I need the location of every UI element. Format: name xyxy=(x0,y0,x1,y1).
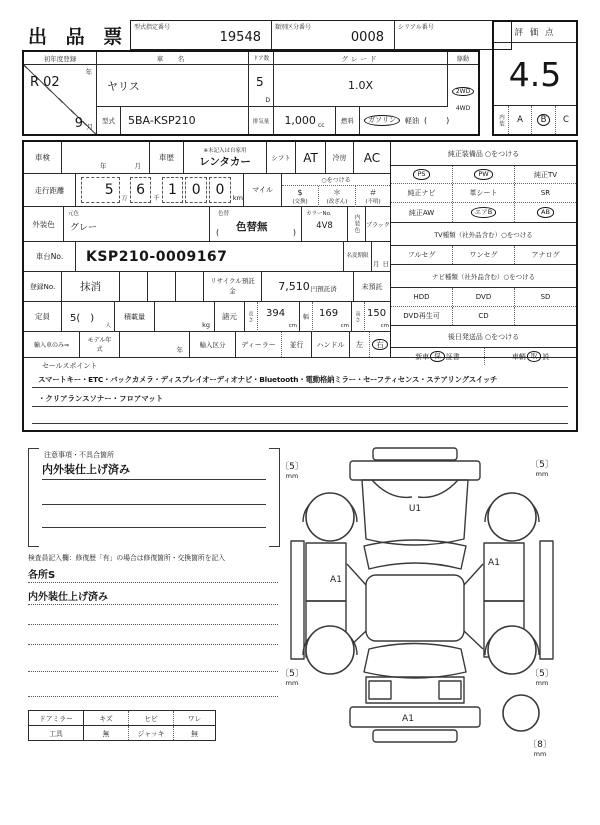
front-bumper xyxy=(350,461,480,480)
tv-type-row xyxy=(391,246,576,265)
notes-line-3 xyxy=(42,510,266,528)
model-code-cell xyxy=(121,107,249,134)
capacity-unit: 人 xyxy=(105,323,111,329)
tire-depth-front-left xyxy=(277,459,307,480)
table-row xyxy=(29,726,215,740)
odometer-cell xyxy=(76,174,244,207)
front-plate xyxy=(373,448,457,460)
history-cell xyxy=(184,142,267,174)
recycle-deposit-cell xyxy=(262,272,354,302)
doors-count: 5 xyxy=(256,75,264,89)
chassis-number-label: 車台No. xyxy=(24,242,76,272)
odometer-digit: 6 xyxy=(130,177,152,203)
flag-label: (交換) xyxy=(292,198,308,205)
displacement-value: 1,000 xyxy=(284,114,316,127)
tools-none: 無 xyxy=(84,726,129,740)
shaken-year-suffix: 年 xyxy=(100,162,107,170)
bracket: 〔 xyxy=(280,669,290,679)
flag-mark: ＃ xyxy=(369,187,377,197)
inspector-header: 検査員記入欄：修復歴「有」の場合は修復箇所・交換箇所を記入 xyxy=(28,554,226,562)
equipment-row-3 xyxy=(391,203,576,223)
inspector-blank-line xyxy=(28,609,278,625)
text: 新車 xyxy=(415,352,430,361)
circle-note: ○をつける xyxy=(282,174,390,186)
handle-right-selected xyxy=(370,332,390,357)
text: 説 xyxy=(542,352,550,361)
length-label: 長さ xyxy=(245,302,258,332)
navi-row-2 xyxy=(391,307,576,326)
equipment-title: 純正装備品 ○をつける xyxy=(391,142,576,166)
front-right-wheel xyxy=(488,493,536,541)
repaint-value: 色替無 xyxy=(236,221,268,233)
interior-grade-label: 内装 xyxy=(494,106,509,134)
spec-label: 諸元 xyxy=(215,302,245,332)
drive-4wd: 4WD xyxy=(455,105,471,113)
doors-cell xyxy=(249,65,274,107)
field-label: シリアル番号 xyxy=(398,24,434,31)
interior-grade-b-selected xyxy=(532,106,556,134)
tire-depth-spare xyxy=(525,737,555,758)
load-capacity-cell xyxy=(155,302,215,332)
interior-color-value: ブラック xyxy=(366,207,390,242)
width-value: 169 xyxy=(319,308,339,319)
registration-empty-cell xyxy=(120,272,148,302)
odometer-digit: 0 xyxy=(209,177,231,203)
width-cell xyxy=(313,302,352,332)
depth-value: 8 xyxy=(537,740,543,750)
mileage-label: 走行距離 xyxy=(24,174,76,207)
damage-marker-left-side: A1 xyxy=(330,575,342,585)
equip-leather: 革シート xyxy=(453,184,515,202)
spare-tire xyxy=(503,695,539,731)
exterior-color-label: 外装色 xyxy=(24,207,64,242)
depth-value: 5 xyxy=(539,460,545,470)
damage-marker-right-side: A1 xyxy=(488,558,500,568)
inspector-blank-line xyxy=(28,629,278,645)
fuel-diesel: 軽油 xyxy=(405,116,419,125)
import-dealer-option: ディーラー xyxy=(236,332,282,357)
model-code: 5BA-KSP210 xyxy=(128,114,196,127)
right-front-door xyxy=(484,543,524,601)
depth-value: 5 xyxy=(289,462,295,472)
inspector-blank-line xyxy=(28,681,278,697)
aircon-label: 冷房 xyxy=(326,142,354,174)
field-class-division-number xyxy=(272,21,395,49)
car-name-header: 車 名 xyxy=(97,52,249,65)
field-label: 類別区分番号 xyxy=(275,24,312,31)
text: 車輌 xyxy=(511,352,526,361)
name-change-date-cell xyxy=(372,242,390,272)
odometer-unit: km xyxy=(232,194,243,202)
depth-value: 5 xyxy=(289,669,295,679)
height-cell xyxy=(365,302,390,332)
selected-circle: 取 xyxy=(527,351,542,361)
sales-points-line-2: ・クリアランスソナー・フロアマット xyxy=(32,391,568,407)
registration-number-label: 登録No. xyxy=(24,272,62,302)
equipment-row-1 xyxy=(391,166,576,184)
field-value: 0008 xyxy=(350,30,384,45)
displacement-label: 排気量 xyxy=(249,107,274,134)
mile-cell: マイル xyxy=(244,174,282,207)
rating-score: 4.5 xyxy=(508,54,562,94)
break-option: ワレ xyxy=(187,715,202,723)
navi-dvd: DVD xyxy=(453,288,515,306)
capacity-label: 定員 xyxy=(24,302,62,332)
length-unit: cm xyxy=(288,323,297,329)
tools-label: 工具 xyxy=(29,726,84,740)
recycle-amount-suffix: 円預託済 xyxy=(310,285,337,293)
first-reg-header: 初年度登録 xyxy=(24,52,97,65)
selected-circle: PW xyxy=(474,169,492,179)
field-model-designation-number xyxy=(131,21,272,49)
first-reg-value: R 02 xyxy=(30,75,60,90)
vehicle-info-form xyxy=(22,50,480,136)
color-number-value: 4V8 xyxy=(316,221,333,231)
model-year-cell xyxy=(120,332,190,357)
selected-circle: B xyxy=(537,114,551,127)
length-value: 394 xyxy=(266,308,286,319)
load-capacity-label: 積載量 xyxy=(115,302,155,332)
paren-open: ( xyxy=(216,228,220,237)
color-number-header: カラーNo. xyxy=(306,211,332,217)
bracket: 〕 xyxy=(544,669,554,679)
crack-option: ヒビ xyxy=(129,711,174,725)
recycle-amount: 7,510 xyxy=(278,280,310,293)
history-note: ※未記入は自家用 xyxy=(203,148,247,154)
year-suffix: 年 xyxy=(176,346,183,354)
tire-depth-rear-left xyxy=(277,666,307,687)
equip-pw-selected xyxy=(453,166,515,183)
scratch-option: キズ xyxy=(84,711,129,725)
import-parallel-option: 並行 xyxy=(282,332,312,357)
doors-suffix: D xyxy=(265,97,270,104)
flag-mark: ＊ xyxy=(333,187,341,197)
tv-oneseg: ワンセグ xyxy=(453,246,515,264)
equip-airbag-selected xyxy=(453,203,515,222)
shift-value: AT xyxy=(296,142,326,174)
bracket: 〔 xyxy=(530,669,540,679)
capacity-cell xyxy=(62,302,115,332)
displacement-cell xyxy=(274,107,336,134)
odometer-digit: 1 xyxy=(162,177,184,203)
car-diagram xyxy=(278,445,580,780)
repaint-cell xyxy=(210,207,302,242)
later-shipment-title: 後日発送品 ○をつける xyxy=(391,326,576,348)
door-mirror-label: ドアミラー xyxy=(29,711,84,725)
notes-label: 注意事項・不具合箇所 xyxy=(44,451,114,459)
field-label: 型式指定番号 xyxy=(134,24,171,31)
bracket: 〔 xyxy=(528,740,538,750)
navi-hdd: HDD xyxy=(391,288,453,306)
handle-left-option: 左 xyxy=(350,332,370,357)
equip-aw: 純正AW xyxy=(391,203,453,222)
text: 証書 xyxy=(445,352,460,361)
tail-light-left xyxy=(369,681,391,699)
damage-marker-rear: A1 xyxy=(402,714,414,724)
load-capacity-unit: kg xyxy=(202,321,210,329)
tv-type-title: TV種類（社外品含む）○をつける xyxy=(391,223,576,246)
sales-points xyxy=(24,357,576,430)
page-title: 出 品 票 xyxy=(28,26,129,48)
selected-circle: エアB xyxy=(471,207,496,217)
flag-mark: $ xyxy=(297,187,303,197)
capacity-value: 5( ) xyxy=(70,313,95,324)
equipment-panel xyxy=(390,142,576,361)
detail-form xyxy=(22,140,578,432)
right-sill xyxy=(540,541,553,659)
equip-tv: 純正TV xyxy=(533,170,558,179)
equip-navi: 純正ナビ xyxy=(391,184,453,202)
sales-points-label: セールスポイント xyxy=(42,362,98,370)
jack-none: 無 xyxy=(191,730,198,738)
odometer-digit: 0 xyxy=(185,177,207,203)
bracket: 〕 xyxy=(294,462,304,472)
inspector-line-2: 内外装仕上げ済み xyxy=(28,588,278,605)
jack-label: ジャッキ xyxy=(129,726,174,740)
registration-empty-cell xyxy=(176,272,204,302)
notes-box xyxy=(28,448,280,547)
month-suffix: 月 xyxy=(373,260,380,268)
damage-marker-hood: U1 xyxy=(408,504,422,514)
equip-ps-selected xyxy=(391,166,453,183)
grade-header: グレード xyxy=(274,52,448,65)
depth-unit: mm xyxy=(285,679,299,687)
shift-label: シフト xyxy=(267,142,296,174)
bracket: 〔 xyxy=(530,460,540,470)
selected-circle: 保 xyxy=(430,351,445,361)
interior-grade-a: A xyxy=(509,106,532,134)
import-only-label: 輸入車のみ⇒ xyxy=(24,332,80,357)
depth-unit: mm xyxy=(535,470,549,478)
model-code-label: 型式 xyxy=(97,107,121,134)
left-sill xyxy=(291,541,304,659)
interior-color-label: 内装色 xyxy=(348,207,366,242)
height-unit: cm xyxy=(380,323,389,329)
day-suffix: 日 xyxy=(382,260,389,268)
model-year-label: モデル年式 xyxy=(80,332,120,357)
first-registration-cell xyxy=(24,65,97,134)
left-front-door xyxy=(306,543,346,601)
aircon-value: AC xyxy=(354,142,390,174)
color-number-cell xyxy=(302,207,348,242)
original-color-cell xyxy=(64,207,210,242)
car-name: ヤリス xyxy=(107,79,140,93)
field-value: 19548 xyxy=(219,30,261,45)
repaint-header: 色替 xyxy=(218,211,230,217)
import-division-label: 輸入区分 xyxy=(190,332,236,357)
front-left-wheel xyxy=(306,493,354,541)
height-value: 150 xyxy=(367,308,387,319)
equip-ab-selected xyxy=(515,203,576,222)
navi-cd: CD xyxy=(453,307,515,325)
fuel-gasoline-selected: ガソリン xyxy=(364,115,400,126)
depth-value: 5 xyxy=(539,669,545,679)
sales-points-line-1: スマートキー・ETC・バックカメラ・ディスプレイオーディオナビ・Bluetooth・電動格納ミラー・セーフティセンス・ステアリングスイッチ xyxy=(32,371,568,388)
navi-empty xyxy=(515,307,576,325)
depth-unit: mm xyxy=(285,472,299,480)
flag-exchanged xyxy=(282,186,319,207)
interior-grade-row xyxy=(494,105,576,134)
car-name-cell xyxy=(97,65,249,107)
original-color-value: グレー xyxy=(70,223,98,233)
depth-unit: mm xyxy=(533,750,547,758)
mirror-tools-table xyxy=(28,710,216,741)
mileage-flags xyxy=(282,174,390,207)
odometer-sen: 千 xyxy=(153,195,160,202)
shaken-month-suffix: 月 xyxy=(134,162,141,170)
registration-status: 抹消 xyxy=(62,272,120,302)
rear-bumper xyxy=(350,707,480,727)
flag-unknown xyxy=(356,186,390,207)
flag-tampered xyxy=(319,186,356,207)
odometer-digit: 5 xyxy=(81,177,120,203)
length-cell xyxy=(258,302,300,332)
rear-left-wheel xyxy=(306,626,354,674)
history-value: レンタカー xyxy=(199,156,251,168)
rear-plate xyxy=(373,730,457,742)
table-row xyxy=(29,711,215,726)
headlight-lines xyxy=(372,480,458,497)
handle-label: ハンドル xyxy=(312,332,350,357)
month-suffix: 月 xyxy=(86,123,93,131)
tail-light-right xyxy=(439,681,461,699)
original-color-header: 元色 xyxy=(68,211,80,217)
chassis-number-cell xyxy=(76,242,344,272)
inspector-line-1: 各所S xyxy=(28,566,278,583)
navi-row-1 xyxy=(391,288,576,307)
drive-header: 駆動 xyxy=(448,52,478,65)
chassis-number: KSP210-0009167 xyxy=(86,248,228,265)
selected-circle: AB xyxy=(537,207,554,217)
bracket: 〕 xyxy=(294,669,304,679)
width-label: 幅 xyxy=(300,302,313,332)
paren-close: ) xyxy=(292,228,296,237)
flag-label: (改ざん) xyxy=(326,198,348,205)
selected-circle: 右 xyxy=(372,339,388,350)
rating-box xyxy=(492,20,578,136)
fuel-label: 燃料 xyxy=(336,107,360,134)
roof-panel xyxy=(366,575,464,641)
inspector-blank-line xyxy=(28,656,278,672)
tv-analog: アナログ xyxy=(531,251,560,259)
tv-fullseg: フルセグ xyxy=(391,246,453,264)
navi-type-title: ナビ種類（社外品含む）○をつける xyxy=(391,265,576,288)
tire-depth-rear-right xyxy=(527,666,557,687)
rating-label: 評 価 点 xyxy=(494,22,576,43)
recycle-not-deposited: 未預託 xyxy=(354,272,390,302)
depth-unit: mm xyxy=(535,679,549,687)
width-unit: cm xyxy=(340,323,349,329)
shaken-cell xyxy=(62,142,150,174)
selected-circle: PS xyxy=(413,169,429,179)
height-label: 高さ xyxy=(352,302,365,332)
shaken-label: 車検 xyxy=(24,142,62,174)
drive-2wd-selected: 2WD xyxy=(452,87,474,97)
bracket: 〔 xyxy=(280,462,290,472)
displacement-unit: cc xyxy=(317,122,325,129)
notes-line-2 xyxy=(42,488,266,505)
header-number-box xyxy=(130,20,512,50)
navi-sd: SD xyxy=(540,293,551,301)
registration-empty-cell xyxy=(148,272,176,302)
flag-label: (不明) xyxy=(365,198,381,205)
flag-cells xyxy=(282,186,390,207)
paren-open: ( xyxy=(424,116,428,125)
interior-grade-c: C xyxy=(563,115,569,125)
equipment-row-2 xyxy=(391,184,576,203)
notes-line-1: 内外装仕上げ済み xyxy=(42,460,266,480)
first-reg-month: 9 xyxy=(74,116,83,131)
rear-glass xyxy=(364,644,466,679)
navi-dvd-playable: DVD再生可 xyxy=(391,307,453,325)
name-change-deadline-label: 名変期限 xyxy=(344,242,372,272)
equip-sr: SR xyxy=(540,189,551,197)
bracket: 〕 xyxy=(544,460,554,470)
fuel-cell xyxy=(360,107,478,134)
paren-close: ) xyxy=(446,116,450,125)
odometer-man: 万 xyxy=(121,195,128,202)
grade-cell: 1.0X xyxy=(274,65,448,107)
bracket: 〕 xyxy=(542,740,552,750)
sales-points-line-3 xyxy=(32,410,568,424)
history-label: 車歴 xyxy=(150,142,184,174)
bracket-left xyxy=(28,448,39,547)
doors-header: ドア数 xyxy=(249,52,274,65)
recycle-deposit-label: リサイクル預託金 xyxy=(204,272,262,302)
year-suffix: 年 xyxy=(85,68,92,76)
tire-depth-front-right xyxy=(527,457,557,478)
